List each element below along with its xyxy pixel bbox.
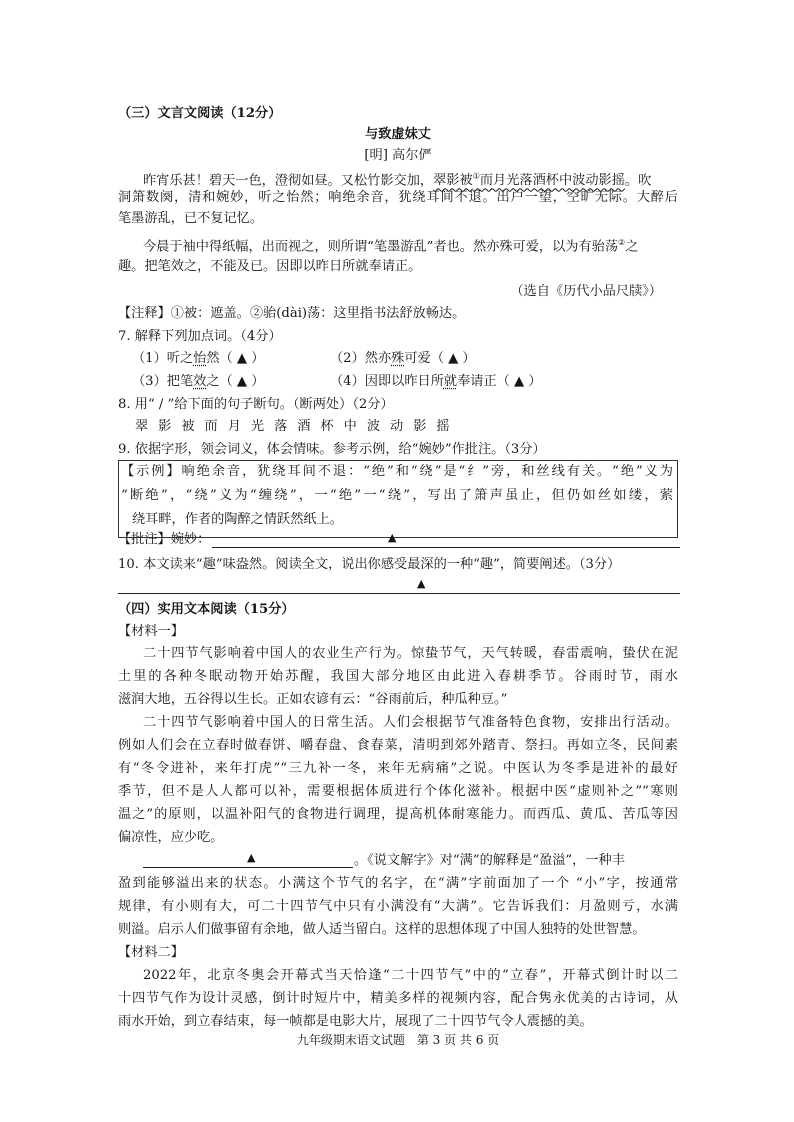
material2-label: 【材料二】 <box>118 945 184 960</box>
question-7-item-2: （2）然亦殊可爱（ ▲ ） <box>330 351 476 366</box>
passage-text: 昨宵乐甚！碧天一色，澄彻如昼。又松竹影交加， <box>143 173 434 189</box>
material1-line: 温之”的原则，以温补阳气的食物进行调理，提高机体耐寒能力。而西瓜、黄瓜、苦瓜等因 <box>118 807 678 822</box>
passage-notes: 【注释】①被：遮盖。②骀(dài)荡：这里指书法舒放畅达。 <box>118 306 466 321</box>
material1-line: 有“冬令进补，来年打虎”“三九补一冬，来年无病痛”之说。中医认为冬季是进补的最好 <box>118 761 678 776</box>
question-10-stem: 10. 本文读来“趣”味盎然。阅读全文，说出你感受最深的一种“趣”，简要阐述。（3分） <box>118 557 621 572</box>
material1-line: 季节，但不是人人都可以补，需要根据体质进行个体化滋补。根据中医“虚则补之”“寒则 <box>118 784 678 799</box>
wavy-underlined-phrase: 翠影被①而月光落酒杯中波动影摇 <box>433 172 625 189</box>
material1-line: 二十四节气影响着中国人的日常生活。人们会根据节气准备特色食物，安排出行活动。 <box>143 715 678 730</box>
question-9-stem: 9. 依据字形，领会词义，体会情味。参考示例，给“婉妙”作批注。（3分） <box>118 442 546 457</box>
material1-line: 例如人们会在立春时做春饼、嚼春盘、食春菜，清明到郊外踏青、祭扫。再如立冬，民间素 <box>118 738 678 753</box>
material1-blank-line[interactable] <box>143 867 353 868</box>
question-7-item-3: （3）把笔效之（ ▲ ） <box>132 374 265 389</box>
material1-line: 盈到能够溢出来的状态。小满这个节气的名字，在“满”字前面加了一个 “小”字，按通常 <box>118 876 678 891</box>
material1-line: 则溢。启示人们做事留有余地，做人适当留白。这样的思想体现了中国人独特的处世智慧。 <box>118 922 646 937</box>
passage-line-4: 今晨于袖中得纸幅，出而视之，则所谓“笔墨游乱”者也。然亦殊可爱，以为有骀荡②之 <box>143 238 639 255</box>
material2-line: 雨水开始，到立春结束，每一帧都是电影大片，展现了二十四节气令人震撼的美。 <box>118 1014 593 1029</box>
passage-author: [明] 高尔俨 <box>364 148 432 163</box>
passage-line-3: 笔墨游乱，已不复记忆。 <box>118 211 264 226</box>
page-footer: 九年级期末语文试题 第 3 页 共 6 页 <box>296 1033 500 1047</box>
section4-heading: （四）实用文本阅读（15分） <box>118 602 295 617</box>
passage-source: （选自《历代小品尺牍》） <box>510 284 662 299</box>
example-line-1: 【示例】响绝余音，犹绕耳间不退：“绝”和“绕”是“纟”旁，和丝线有关。“绝”义为 <box>121 464 673 479</box>
material1-label: 【材料一】 <box>118 624 184 639</box>
passage-line-5: 趣。把笔效之，不能及已。因即以昨日所就奉请正。 <box>118 259 422 274</box>
question-10-answer-line[interactable] <box>118 593 680 594</box>
section3-heading: （三）文言文阅读（12分） <box>118 106 282 121</box>
material1-line: 土里的各种冬眠动物开始苏醒，我国大部分地区由此进入春耕季节。谷雨时节，雨水 <box>118 669 678 684</box>
example-line-2: “断绝”，“绕”义为“缠绕”，一“绝”一“绕”，写出了箫声虽止，但仍如丝如缕，萦 <box>121 488 673 503</box>
passage-line-1: 昨宵乐甚！碧天一色，澄彻如昼。又松竹影交加，翠影被①而月光落酒杯中波动影摇。吹 <box>143 172 652 189</box>
question-7-stem: 7. 解释下列加点词。（4分） <box>118 329 282 344</box>
material1-line: 规律，有小则有大，可二十四节气中只有小满没有“大满”。它告诉我们：月盈则亏，水满 <box>118 899 678 914</box>
example-line-3: 绕耳畔，作者的陶醉之情跃然纸上。 <box>132 512 343 527</box>
answer-triangle: ▲ <box>388 531 397 544</box>
annotation-label: 【批注】婉妙： <box>118 532 211 547</box>
material2-line: 十四节气作为设计灵感，倒计时短片中，精美多样的视频内容，配合隽永优美的古诗词，从 <box>118 991 678 1006</box>
answer-triangle: ▲ <box>247 851 256 864</box>
material1-line: 偏凉性，应少吃。 <box>118 830 224 845</box>
material1-line: 二十四节气影响着中国人的农业生产行为。惊蛰节气，天气转暖，春雷震响，蛰伏在泥 <box>143 646 678 661</box>
passage-title: 与致虚妹丈 <box>365 127 431 142</box>
material1-line: 滋润大地，五谷得以生长。正如农谚有云：“谷雨前后，种瓜种豆。” <box>118 692 508 707</box>
question-8-stem: 8. 用“ / ”给下面的句子断句。（断两处）（2分） <box>118 397 394 412</box>
annotation-answer-line[interactable] <box>212 547 680 548</box>
question-7-item-1: （1）听之怡然（ ▲ ） <box>132 351 265 366</box>
material1-line: 。《说文解字》对“满”的解释是“盈溢”，一种丰 <box>354 853 625 868</box>
question-8-sentence: 翠影被而月光落酒杯中波动影摇 <box>135 419 460 434</box>
material2-line: 2022年，北京冬奥会开幕式当天恰逢“二十四节气”中的“立春”，开幕式倒计时以二 <box>143 968 678 983</box>
passage-line-2: 洞箫数阕，清和婉妙，听之怡然；响绝余音，犹绕耳间不退。出户一望，空旷无际。大醉后 <box>118 190 678 205</box>
question-7-item-4: （4）因即以昨日所就奉请正（ ▲ ） <box>330 374 542 389</box>
answer-triangle: ▲ <box>417 577 426 590</box>
